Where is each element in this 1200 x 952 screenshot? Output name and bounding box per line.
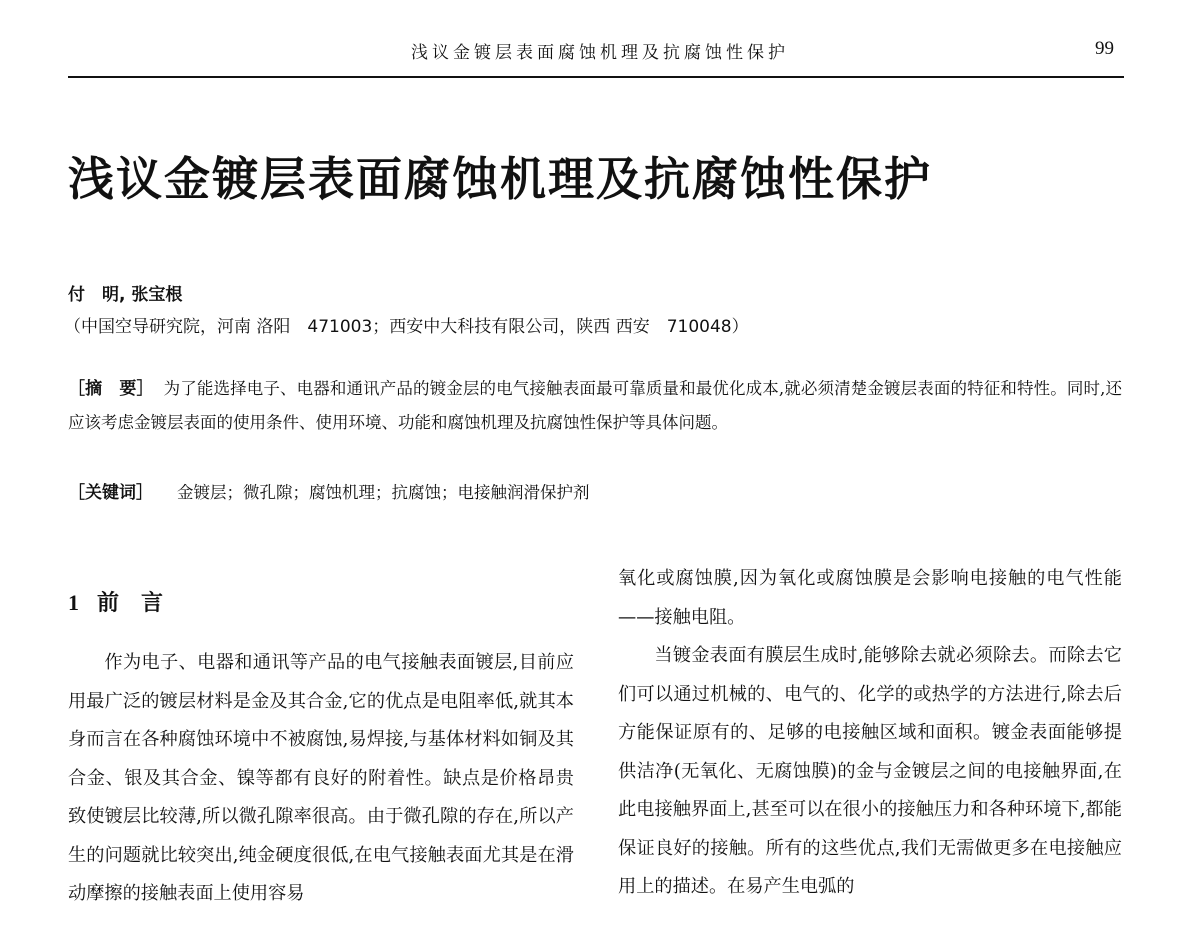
right-column (618, 560, 1122, 907)
abstract-label: ［摘 要］ (68, 379, 154, 399)
page-number: 99 (1095, 38, 1114, 59)
header-rule (68, 76, 1124, 78)
keywords-text: 金镀层；微孔隙；腐蚀机理；抗腐蚀；电接触润滑保护剂 (177, 483, 590, 502)
article-title: 浅议金镀层表面腐蚀机理及抗腐蚀性保护 (68, 152, 932, 206)
body-paragraph: 当镀金表面有膜层生成时,能够除去就必须除去。而除去它们可以通过机械的、电气的、化学的或热学的方法进行,除去后方能保证原有的、足够的电接触区域和面积。镀金表面能够提供洁净(无氧化、无腐蚀膜)的金与金镀层之间的电接触界面,在此电接触界面上,甚至可以在很小的接触压力和各种环境下,都能保证良好的接触。所有的这些优点,我们无需做更多在电接触应用上的描述。在易产生电弧的 (618, 645, 1122, 897)
left-column (68, 644, 574, 914)
body-paragraph-continued: 氧化或腐蚀膜,因为氧化或腐蚀膜是会影响电接触的电气性能——接触电阻。 (618, 568, 1122, 628)
body-paragraph: 作为电子、电器和通讯等产品的电气接触表面镀层,目前应用最广泛的镀层材料是金及其合金,它的优点是电阻率低,就其本身而言在各种腐蚀环境中不被腐蚀,易焊接,与基体材料如铜及其合金、银及其合金、镍等都有良好的附着性。缺点是价格昂贵致使镀层比较薄,所以微孔隙率很高。由于微孔隙的存在,所以产生的问题就比较突出,纯金硬度很低,在电气接触表面尤其是在滑动摩擦的接触表面上使用容易 (68, 652, 574, 904)
abstract-text: 为了能选择电子、电器和通讯产品的镀金层的电气接触表面最可靠质量和最优化成本,就必须清楚金镀层表面的特征和特性。同时,还应该考虑金镀层表面的使用条件、使用环境、功能和腐蚀机理及抗腐蚀性保护等具体问题。 (68, 379, 1122, 432)
authors: 付 明, 张宝根 (68, 285, 183, 305)
running-title: 浅议金镀层表面腐蚀机理及抗腐蚀性保护 (411, 43, 789, 63)
abstract (68, 372, 1122, 440)
section-title: 前 言 (97, 590, 164, 616)
section-heading (68, 586, 163, 617)
keywords-label: ［关键词］ (68, 483, 153, 503)
affiliation: （中国空导研究院，河南 洛阳 471003；西安中大科技有限公司，陕西 西安 710048） (64, 317, 749, 337)
section-number: 1 (68, 590, 79, 615)
keywords (68, 478, 590, 503)
